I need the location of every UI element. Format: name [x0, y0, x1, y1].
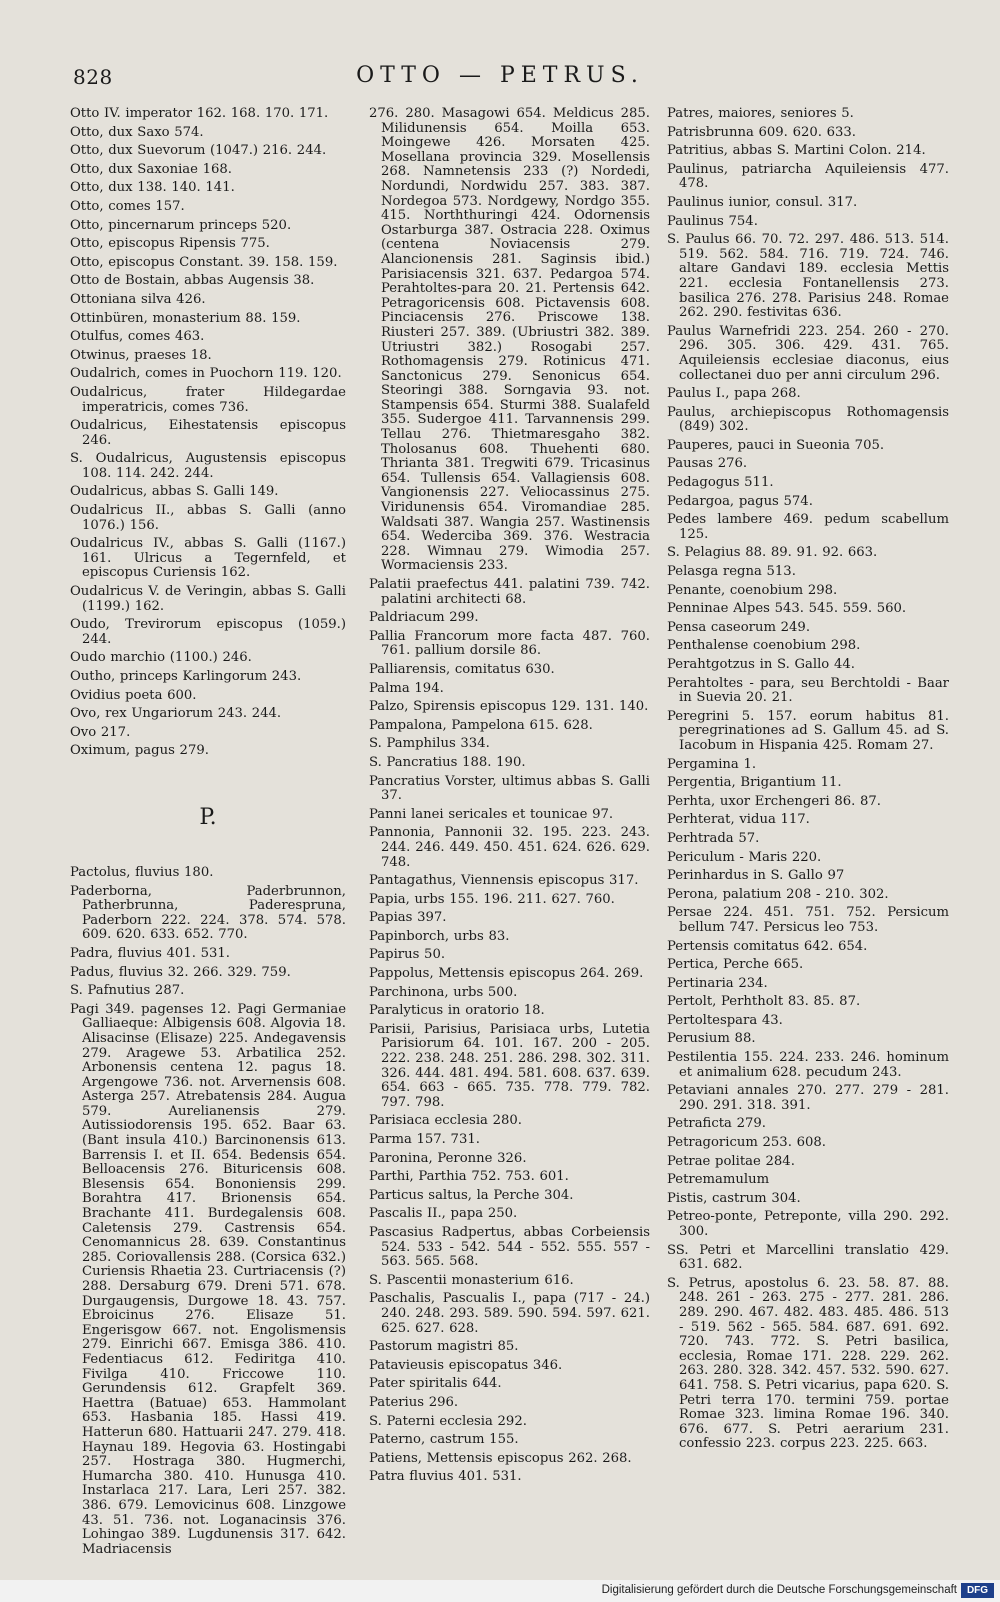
- index-entry: Ovidius poeta 600.: [70, 687, 197, 703]
- index-entry: Oudalricus, abbas S. Galli 149.: [70, 484, 279, 500]
- index-entry: Perhterat, vidua 117.: [667, 812, 810, 828]
- index-entry: Otto, dux Suevorum (1047.) 216. 244.: [70, 143, 327, 159]
- index-entry: Paschalis, Pascualis I., papa (717 - 24.) 240. 248. 293. 589. 590. 594. 597. 621. 625. 627. 628.: [369, 1291, 650, 1336]
- index-entry: Palma 194.: [369, 680, 444, 696]
- index-entry: Pelasga regna 513.: [667, 564, 796, 580]
- index-entry: Pantagathus, Viennensis episcopus 317.: [369, 873, 639, 889]
- o-entries: [70, 107, 346, 759]
- index-entry: Particus saltus, la Perche 304.: [369, 1187, 574, 1203]
- index-entry: Perhta, uxor Erchengeri 86. 87.: [667, 793, 881, 809]
- index-entry: Pauperes, pauci in Sueonia 705.: [667, 437, 885, 453]
- index-column-3: [667, 107, 949, 1456]
- index-entry: Pascalis II., papa 250.: [369, 1206, 518, 1222]
- index-entry: Oximum, pagus 279.: [70, 743, 209, 759]
- index-entry: S. Pafnutius 287.: [70, 983, 185, 999]
- index-entry: Panni lanei sericales et tounicae 97.: [369, 806, 614, 822]
- index-entry: Perhtrada 57.: [667, 830, 760, 846]
- index-entry: Perinhardus in S. Gallo 97: [667, 868, 845, 884]
- index-entry: Penante, coenobium 298.: [667, 582, 838, 598]
- index-entry: S. Paulus 66. 70. 72. 297. 486. 513. 514. 519. 562. 584. 716. 719. 724. 746. altare Gandavi 189. ecclesia Mettis 221. ecclesia Fontanellensis 273. basilica 276. 278. Parisius 248. Romae 262. 290. festivitas 636.: [667, 232, 949, 321]
- index-entry: Oudalricus II., abbas S. Galli (anno 1076.) 156.: [70, 503, 346, 533]
- index-entry: Pestilentia 155. 224. 233. 246. hominum et animalium 628. pecudum 243.: [667, 1050, 949, 1080]
- index-entry: Otto, comes 157.: [70, 198, 185, 214]
- index-entry: Ottinbüren, monasterium 88. 159.: [70, 310, 301, 326]
- index-entry: Patiens, Mettensis episcopus 262. 268.: [369, 1450, 632, 1466]
- index-entry: Pausas 276.: [667, 456, 748, 472]
- index-entry: Pedes lambere 469. pedum scabellum 125.: [667, 512, 949, 542]
- index-entry: Pedargoa, pagus 574.: [667, 493, 813, 509]
- index-entry: Pater spiritalis 644.: [369, 1376, 502, 1392]
- index-entry: Patritius, abbas S. Martini Colon. 214.: [667, 143, 926, 159]
- index-entry: Pistis, castrum 304.: [667, 1190, 801, 1206]
- index-entry: Pertensis comitatus 642. 654.: [667, 938, 868, 954]
- index-entry: 276. 280. Masagowi 654. Meldicus 285. Milidunensis 654. Moilla 653. Moingewe 426. Morsaten 425. Mosellana provincia 329. Mosellensis 268. Namnetensis 233 (?) Nordedi, Nordundi, Nordwidu 257. 383. 387. Nordegoa 573. Nordgewy, Nordgo 355. 415. Norththuringi 424. Odornensis Ostarburga 387. Ostracia 228. Oximus (centena Noviacensis 279. Alancionensis 281. Saginsis ibid.) Parisiacensis 321. 637. Pedargoa 574. Perahtoltes-para 20. 21. Pertensis 642. Petragoricensis 608. Pictavensis 608. Pinciacensis 276. Priscowe 138. Riusteri 257. 389. (Ubriustri 382. 389. Utriustri 382.) Rosogabi 257. Rothomagensis 279. Rotinicus 471. Sanctonicus 279. Senonicus 654. Steoringi 388. Sorngavia 93. not. Stampensis 654. Sturmi 388. Sualafeld 355. Sudergoe 411. Tarvannensis 299. Tellau 276. Thietmaresgaho 382. Tholosanus 608. Thuehenti 680. Thrianta 381. Tregwiti 679. Tricasinus 654. Tullensis 654. Vallagiensis 608. Vangionensis 227. Veliocassinus 275. Viridunensis 654. Viromandiae 285. Waldsati 387. Wangia 257. Wastinensis 654. Wederciba 369. 376. Westracia 228. Wimnau 279. Wimodia 257. Wormaciensis 233.: [369, 106, 650, 574]
- index-entry: S. Pancratius 188. 190.: [369, 754, 526, 770]
- index-entry: Paderborna, Paderbrunnon, Patherbrunna, Paderespruna, Paderborn 222. 224. 378. 574. 578. 609. 620. 633. 652. 770.: [70, 883, 346, 943]
- index-entry: S. Paterni ecclesia 292.: [369, 1413, 527, 1429]
- index-entry: Palzo, Spirensis episcopus 129. 131. 140.: [369, 699, 649, 715]
- index-entry: Oudo, Trevirorum episcopus (1059.) 244.: [70, 617, 346, 647]
- index-entry: Pedagogus 511.: [667, 475, 774, 491]
- index-entry: Paulinus iunior, consul. 317.: [667, 194, 858, 210]
- index-entry: Pannonia, Pannonii 32. 195. 223. 243. 244. 246. 449. 450. 451. 624. 626. 629. 748.: [369, 825, 650, 870]
- index-entry: Palatii praefectus 441. palatini 739. 742. palatini architecti 68.: [369, 577, 650, 607]
- index-entry: Paldriacum 299.: [369, 610, 479, 626]
- index-entry: Pertoltespara 43.: [667, 1012, 783, 1028]
- running-head: OTTO — PETRUS.: [356, 63, 644, 88]
- dfg-logo: DFG: [961, 1583, 994, 1598]
- index-entry: Ovo 217.: [70, 724, 131, 740]
- index-entry: Pappolus, Mettensis episcopus 264. 269.: [369, 966, 644, 982]
- index-entry: Padra, fluvius 401. 531.: [70, 945, 230, 961]
- index-entry: Pallia Francorum more facta 487. 760. 761. pallium dorsile 86.: [369, 628, 650, 659]
- index-entry: Patra fluvius 401. 531.: [369, 1469, 522, 1485]
- index-entry: Papias 397.: [369, 910, 447, 926]
- footer-credit: Digitalisierung gefördert durch die Deutsche Forschungsgemeinschaft: [601, 1584, 957, 1596]
- index-entry: Paterius 296.: [369, 1394, 459, 1410]
- index-entry: Otto IV. imperator 162. 168. 170. 171.: [70, 106, 329, 121]
- index-entry: Otto, episcopus Constant. 39. 158. 159.: [70, 254, 338, 270]
- index-entry: Pertica, Perche 665.: [667, 957, 804, 973]
- index-entry: Padus, fluvius 32. 266. 329. 759.: [70, 964, 291, 980]
- index-entry: Paterno, castrum 155.: [369, 1432, 519, 1448]
- index-entry: Otto, episcopus Ripensis 775.: [70, 236, 270, 252]
- index-entry: Paulus, archiepiscopus Rothomagensis (849) 302.: [667, 404, 949, 435]
- index-entry: Pertinaria 234.: [667, 975, 768, 991]
- index-entry: Otwinus, praeses 18.: [70, 347, 212, 363]
- index-entry: Pampalona, Pampelona 615. 628.: [369, 717, 593, 733]
- index-entry: Paralyticus in oratorio 18.: [369, 1003, 545, 1019]
- index-entry: Pactolus, fluvius 180.: [70, 864, 214, 880]
- index-entry: Petreo-ponte, Petreponte, villa 290. 292. 300.: [667, 1209, 949, 1239]
- index-entry: Papinborch, urbs 83.: [369, 928, 510, 944]
- index-entry: Pergamina 1.: [667, 756, 757, 772]
- index-entry: Pastorum magistri 85.: [369, 1339, 519, 1355]
- index-entry: Otto, dux Saxo 574.: [70, 124, 204, 140]
- index-entry: Pagi 349. pagenses 12. Pagi Germaniae Galliaeque: Albigensis 608. Algovia 18. Alisacinse (Elisaze) 225. Andegavensis 279. Aragewe 53. Arbatilica 252. Arbonensis centena 12. pagus 18. Argengowe 736. not. Arvernensis 608. Asterga 257. Atrebatensis 284. Augua 579. Aurelianensis 279. Autissiodorensis 195. 652. Baar 63. (Bant insula 410.) Barcinonensis 613. Barrensis I. et II. 654. Bedensis 654. Belloacensis 276. Bituricensis 608. Blesensis 654. Bononiensis 299. Borahtra 417. Brionensis 654. Brachante 411. Burdegalensis 608. Caletensis 279. Castrensis 654. Cenomannicus 28. 639. Constantinus 285. Coriovallensis 288. (Corsica 632.) Curiensis Rhaetia 23. Curtriacensis (?) 288. Dersaburg 679. Dreni 571. 678. Durgaugensis, Durgowe 18. 43. 757. Ebroicinus 276. Elisaze 51. Engerisgow 667. not. Engolismensis 279. Einrichi 667. Emisga 386. 410. Fedentiacus 612. Fediritga 410. Fivilga 410. Friccowe 110. Gerundensis 612. Grapfelt 369. Haettra (Batuae) 653. Hammolant 653. Hasbania 185. Hassi 419. Hatterun 680. Hattuarii 247. 279. 418. Haynau 189. Hegovia 63. Hostingabi 257. Hostraga 380. Hugmerchi, Humarcha 380. 410. Hunusga 410. Instarlaca 217. Lara, Leri 257. 382. 386. 679. Lemovicinus 608. Linzgowe 43. 51. 736. not. Loganacinsis 376. Lohingao 389. Lugdunensis 317. 642. Madriacensis: [70, 1001, 346, 1557]
- index-entry: Petragoricum 253. 608.: [667, 1135, 826, 1151]
- index-entry: Persae 224. 451. 751. 752. Persicum bellum 747. Persicus leo 753.: [667, 905, 949, 935]
- index-entry: Palliarensis, comitatus 630.: [369, 661, 555, 677]
- index-entry: Oudalricus V. de Veringin, abbas S. Galli (1199.) 162.: [70, 584, 346, 614]
- index-entry: S. Pelagius 88. 89. 91. 92. 663.: [667, 545, 878, 561]
- index-entry: Paulus I., papa 268.: [667, 386, 801, 402]
- index-entry: SS. Petri et Marcellini translatio 429. 631. 682.: [667, 1242, 949, 1273]
- index-entry: Penninae Alpes 543. 545. 559. 560.: [667, 601, 907, 617]
- index-entry: Parchinona, urbs 500.: [369, 984, 518, 1000]
- index-entry: S. Pascentii monasterium 616.: [369, 1272, 574, 1288]
- index-entry: Oudalricus, Eihestatensis episcopus 246.: [70, 418, 346, 448]
- page-number: 828: [73, 65, 113, 89]
- index-entry: Otto de Bostain, abbas Augensis 38.: [70, 273, 315, 289]
- index-entry: Paronina, Peronne 326.: [369, 1150, 527, 1166]
- digitization-footer: [0, 1580, 1000, 1602]
- index-entry: Peregrini 5. 157. eorum habitus 81. peregrinationes ad S. Gallum 45. ad S. Iacobum in Hispania 425. Romam 27.: [667, 708, 949, 753]
- index-entry: Pancratius Vorster, ultimus abbas S. Galli 37.: [369, 773, 650, 804]
- index-entry: S. Oudalricus, Augustensis episcopus 108. 114. 242. 244.: [70, 451, 346, 481]
- index-entry: Paulus Warnefridi 223. 254. 260 - 270. 296. 305. 306. 429. 431. 765. Aquileiensis ecclesiae diaconus, eius collectanei duo per anni circulum 296.: [667, 323, 949, 383]
- index-entry: Otto, dux 138. 140. 141.: [70, 180, 235, 196]
- index-column-1: [70, 107, 346, 1561]
- index-entry: S. Petrus, apostolus 6. 23. 58. 87. 88. 248. 261 - 263. 275 - 277. 281. 286. 289. 290. 467. 482. 483. 485. 486. 513 - 519. 562 - 565. 584. 687. 691. 692. 720. 743. 772. S. Petri basilica, ecclesia, Romae 171. 228. 229. 262. 263. 280. 328. 342. 457. 532. 590. 627. 641. 758. S. Petri vicarius, papa 620. S. Petri terra 170. termini 759. portae Romae 323. limina Romae 196. 340. 676. 677. S. Petri aerarium 231. confessio 223. corpus 223. 225. 663.: [667, 1275, 949, 1452]
- index-entry: Oudalricus, frater Hildegardae imperatricis, comes 736.: [70, 384, 346, 415]
- index-entry: Papirus 50.: [369, 947, 446, 963]
- index-entry: Perahtgotzus in S. Gallo 44.: [667, 657, 855, 672]
- index-entry: Parthi, Parthia 752. 753. 601.: [369, 1169, 569, 1185]
- index-entry: Paulinus 754.: [667, 213, 758, 229]
- index-entry: Patavieusis episcopatus 346.: [369, 1357, 563, 1373]
- index-entry: Paulinus, patriarcha Aquileiensis 477. 478.: [667, 161, 949, 192]
- index-entry: Perahtoltes - para, seu Berchtoldi - Baar in Suevia 20. 21.: [667, 675, 949, 706]
- index-entry: Parisii, Parisius, Parisiaca urbs, Lutetia Parisiorum 64. 101. 167. 200 - 205. 222. 238. 248. 251. 286. 298. 302. 311. 326. 444. 481. 494. 581. 608. 637. 639. 654. 663 - 665. 735. 778. 779. 782. 797. 798.: [369, 1021, 650, 1110]
- index-entry: Petremamulum: [667, 1172, 770, 1188]
- index-entry: Petrae politae 284.: [667, 1153, 795, 1169]
- index-entry: Patres, maiores, seniores 5.: [667, 106, 854, 121]
- index-entry: Petaviani annales 270. 277. 279 - 281. 290. 291. 318. 391.: [667, 1083, 949, 1113]
- index-entry: Otto, pincernarum princeps 520.: [70, 217, 292, 233]
- index-entry: Pertolt, Perhtholt 83. 85. 87.: [667, 994, 861, 1010]
- index-entry: Pascasius Radpertus, abbas Corbeiensis 524. 533 - 542. 544 - 552. 555. 557 - 563. 565. 568.: [369, 1224, 650, 1270]
- index-entry: Ottoniana silva 426.: [70, 291, 206, 307]
- index-entry: Patrisbrunna 609. 620. 633.: [667, 124, 856, 140]
- index-entry: Otto, dux Saxoniae 168.: [70, 161, 233, 177]
- index-entry: Perona, palatium 208 - 210. 302.: [667, 886, 889, 902]
- index-entry: Papia, urbs 155. 196. 211. 627. 760.: [369, 891, 615, 907]
- index-entry: Oudo marchio (1100.) 246.: [70, 650, 252, 666]
- index-entry: Pergentia, Brigantium 11.: [667, 775, 842, 791]
- index-entry: S. Pamphilus 334.: [369, 736, 490, 752]
- index-entry: Petrafiсta 279.: [667, 1116, 766, 1132]
- index-entry: Outho, princeps Karlingorum 243.: [70, 669, 302, 684]
- index-entry: Oudalricus IV., abbas S. Galli (1167.) 161. Ulricus a Tegernfeld, et episcopus Curiensis 162.: [70, 536, 346, 581]
- index-entry: Periculum - Maris 220.: [667, 849, 822, 865]
- index-entry: Oudalrich, comes in Puochorn 119. 120.: [70, 366, 342, 382]
- index-entry: Penthalense coenobium 298.: [667, 638, 861, 654]
- index-entry: Pensa caseorum 249.: [667, 619, 811, 635]
- index-column-2: [369, 107, 650, 1489]
- index-entry: Parisiaca ecclesia 280.: [369, 1113, 522, 1129]
- index-entry: Otulfus, comes 463.: [70, 329, 205, 345]
- section-letter: P.: [199, 804, 217, 830]
- index-entry: Parma 157. 731.: [369, 1132, 480, 1147]
- index-entry: Ovo, rex Ungariorum 243. 244.: [70, 706, 282, 722]
- p-entries: [70, 866, 346, 1557]
- index-entry: Perusium 88.: [667, 1031, 756, 1047]
